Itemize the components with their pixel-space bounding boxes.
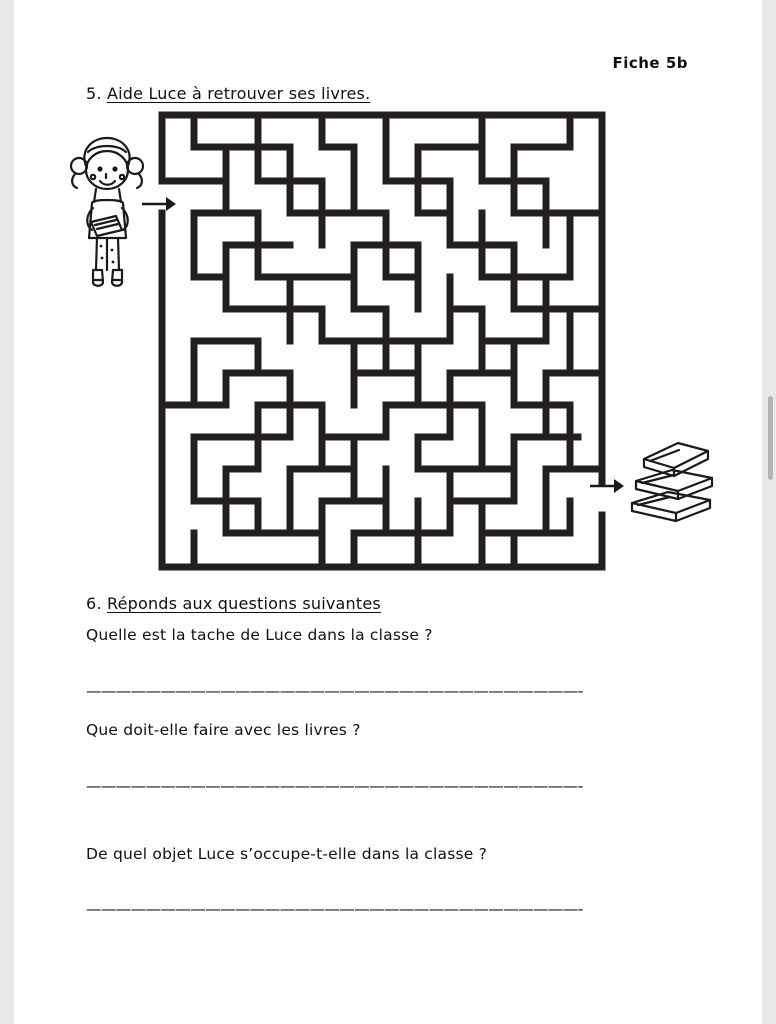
question-3: De quel objet Luce s’occupe-t-elle dans la classe ? — [86, 845, 488, 863]
exercise-5-number: 5. — [86, 84, 102, 103]
scrollbar-thumb[interactable] — [768, 396, 773, 480]
answer-line-3[interactable]: —————————————————————————————————- — [86, 900, 583, 918]
document-page — [14, 0, 762, 1024]
answer-line-2[interactable]: —————————————————————————————————- — [86, 777, 583, 795]
maze-end-arrow-icon — [590, 476, 624, 496]
sheet-code-label: Fiche 5b — [612, 54, 688, 72]
question-2: Que doit-elle faire avec les livres ? — [86, 721, 361, 739]
scrollbar-track[interactable] — [767, 0, 773, 1024]
exercise-6-title: Réponds aux questions suivantes — [106, 594, 381, 613]
answer-line-1[interactable]: —————————————————————————————————- — [86, 682, 583, 700]
exercise-5-title: Aide Luce à retrouver ses livres. — [106, 84, 371, 103]
maze-puzzle — [158, 111, 606, 571]
stack-of-books-illustration — [622, 437, 720, 525]
exercise-6-number: 6. — [86, 594, 102, 613]
question-1: Quelle est la tache de Luce dans la classe ? — [86, 626, 433, 644]
exercise-5-heading — [86, 84, 370, 103]
exercise-6-heading — [86, 594, 381, 613]
girl-with-book-illustration — [66, 130, 148, 300]
